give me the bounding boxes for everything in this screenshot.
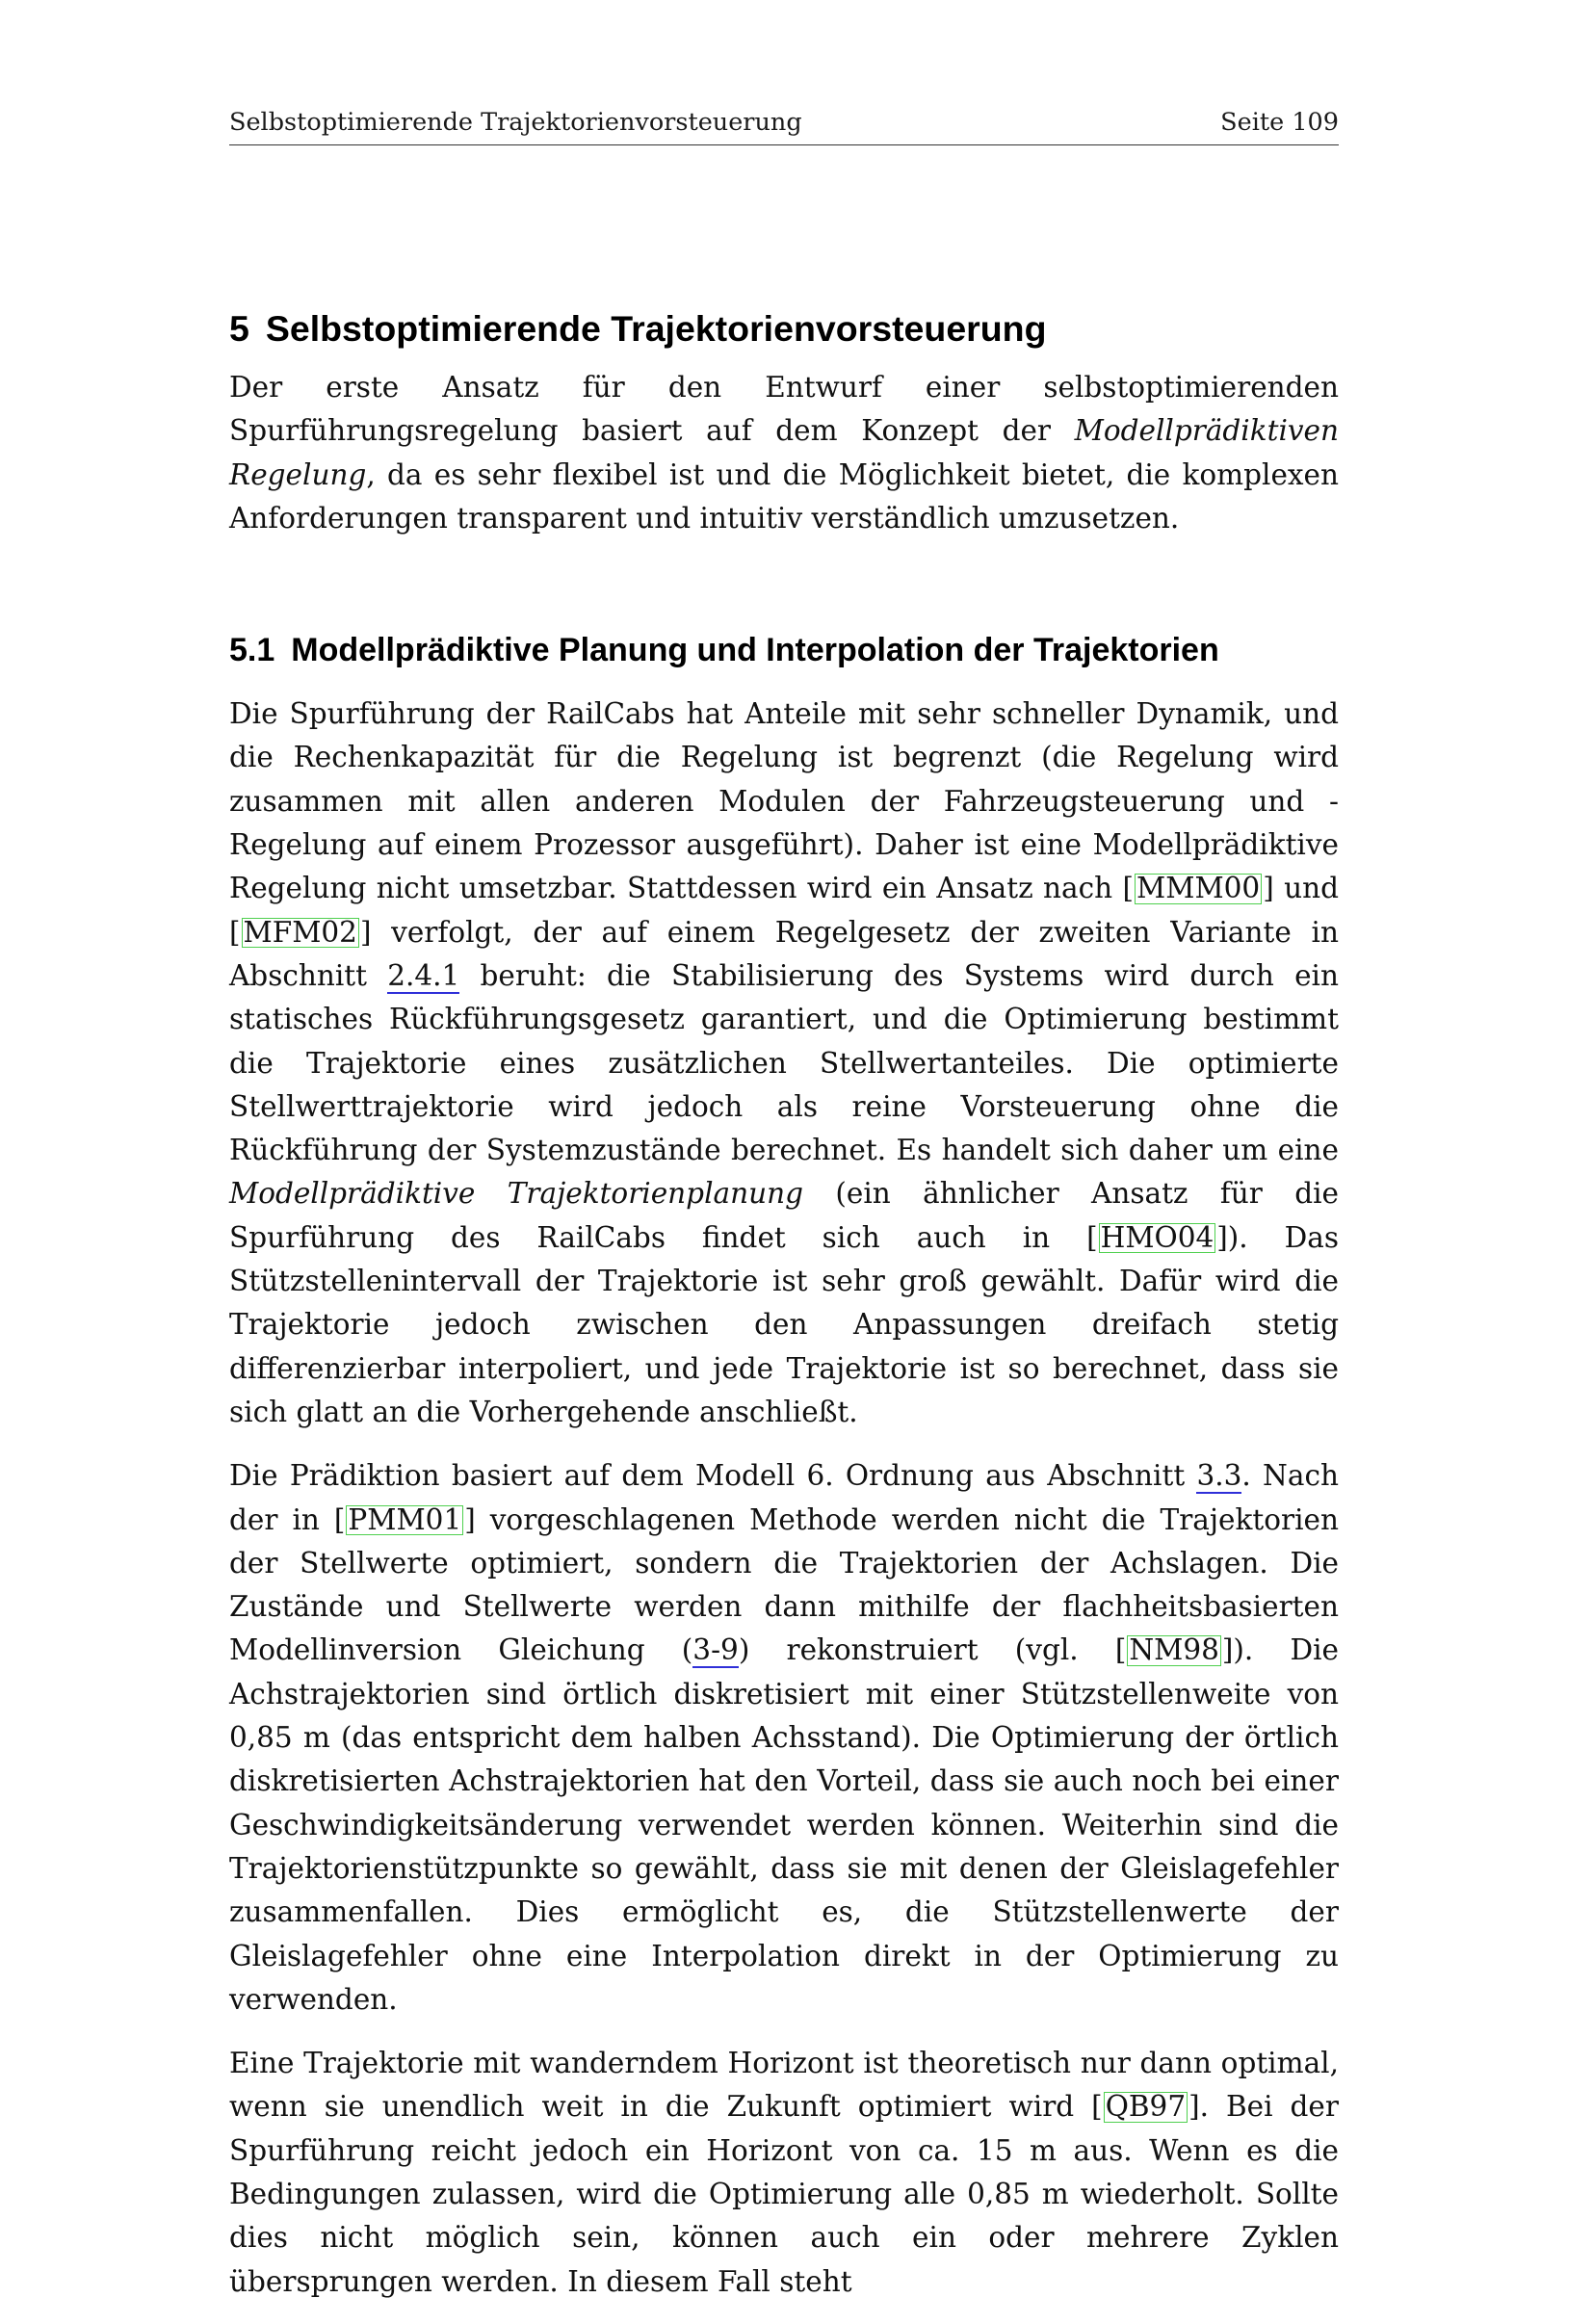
chapter-heading <box>229 306 1339 351</box>
text-run: . Nach der in <box>229 1459 1339 1536</box>
paragraph-1: Die Spurführung der RailCabs hat Anteile mit sehr schneller Dynamik, und die Rechenkapazität für die Regelung ist begrenzt (die Regelung wird zusammen mit allen anderen Modulen der Fahrzeugsteuerung und -Regelung auf einem Prozessor ausgeführt). Daher ist eine Modellprädiktive Regelung nicht umsetzbar. Stattdessen wird ein Ansatz nach [ MMM00 ] und [ MFM02 ] verfolgt, der auf einem Regelgesetz der zweiten Variante in Abschnitt 2.4.1 beruht: die Stabilisierung des Systems wird durch ein statisches Rückführungsgesetz garantiert, und die Optimierung bestimmt die Trajektorie eines zusätzlichen Stellwertanteiles. Die optimierte Stellwerttrajektorie wird jedoch als reine Vorsteuerung ohne die Rückführung der Systemzustände berechnet. Es handelt sich daher um eine Modellprädiktive Trajektorienplanung (ein ähnlicher Ansatz für die Spurführung des RailCabs findet sich auch in [ HMO04 ]). Das Stützstellenintervall der Trajektorie ist sehr groß gewählt. Dafür wird die Trajektorie jedoch zwischen den Anpassungen dreifach stetig differenzierbar interpoliert, und jede Trajektorie ist so berechnet, dass sie sich glatt an die Vorhergehende anschließt. <box>229 697 1340 1428</box>
text-run: ). Die Achstrajektorien sind örtlich diskretisiert mit einer Stützstellenweite von 0,85 m (das entspricht dem halben Achsstand). Die Optimierung der örtlich diskretisierten Achstrajektorien hat den Vorteil, dass sie auch noch bei einer Geschwindigkeitsänderung verwendet werden können. Weiterhin sind die Trajektorienstützpunkte so gewählt, dass sie mit denen der Gleislagefehler zusammenfallen. Dies ermöglicht es, die Stützstellenwerte der Gleislagefehler ohne eine Interpolation direkt in der Optimierung zu verwenden. <box>229 1633 1339 2016</box>
running-header <box>229 108 1339 145</box>
text-run: , da es sehr flexibel ist und die Möglichkeit bietet, die komplexen Anforderungen transparent und intuitiv verständlich umzusetzen. <box>229 457 1339 535</box>
intro-paragraph <box>229 366 1339 540</box>
section-reference-link[interactable]: 2.4.1 <box>387 958 460 992</box>
text-run: ). Das Stützstellenintervall der Trajektorie ist sehr groß gewählt. Dafür wird die Trajektorie jedoch zwischen den Anpassungen dreifach stetig differenzierbar interpoliert, und jede Trajektorie ist so berechnet, dass sie sich glatt an die Vorhergehende anschließt. <box>229 1220 1339 1428</box>
text-run: und <box>1273 872 1339 905</box>
text-run: ) rekonstruiert (vgl. <box>738 1633 1115 1667</box>
text-run: beruht: die Stabilisierung des Systems wird durch ein statisches Rückführungsgesetz garantiert, und die Optimierung bestimmt die Trajektorie eines zusätzlichen Stellwertanteiles. Die optimierte Stellwerttrajektorie wird jedoch als reine Vorsteuerung ohne die Rückführung der Systemzustände berechnet. Es handelt sich daher um eine <box>229 958 1339 1167</box>
text-run: (ein ähnlicher Ansatz für die Spurführung des RailCabs findet sich auch in <box>229 1177 1340 1254</box>
text-run: Eine Trajektorie mit wanderndem Horizont ist theoretisch nur dann optimal, wenn sie unendlich weit in die Zukunft optimiert wird <box>229 2047 1339 2124</box>
emphasis: Modellprädiktiven Regelung <box>229 414 1339 491</box>
citation-link[interactable]: PMM01 <box>348 1502 462 1536</box>
main-content <box>229 306 1339 2324</box>
text-run: Die Spurführung der RailCabs hat Anteile mit sehr schneller Dynamik, und die Rechenkapazität für die Regelung ist begrenzt (die Regelung wird zusammen mit allen anderen Modulen der Fahrzeugsteuerung und -Regelung auf einem Prozessor ausgeführt). Daher ist eine Modellprädiktive Regelung nicht umsetzbar. Stattdessen wird ein Ansatz nach <box>229 697 1339 905</box>
header-title: Selbstoptimierende Trajektorienvorsteuerung <box>229 108 802 137</box>
text-run: vorgeschlagenen Methode werden nicht die Trajektorien der Stellwerte optimiert, sondern die Trajektorien der Achslagen. Die Zustände und Stellwerte werden dann mithilfe der flachheitsbasierten Modellinversion Gleichung ( <box>229 1502 1339 1667</box>
paragraph-2: Die Prädiktion basiert auf dem Modell 6. Ordnung aus Abschnitt 3.3. Nach der in [ PMM01 ] vorgeschlagenen Methode werden nicht die Trajektorien der Stellwerte optimiert, sondern die Trajektorien der Achslagen. Die Zustände und Stellwerte werden dann mithilfe der flachheitsbasierten Modellinversion Gleichung (3-9) rekonstruiert (vgl. [ NM98 ]). Die Achstrajektorien sind örtlich diskretisiert mit einer Stützstellenweite von 0,85 m (das entspricht dem halben Achsstand). Die Optimierung der örtlich diskretisierten Achstrajektorien hat den Vorteil, dass sie auch noch bei einer Geschwindigkeitsänderung verwendet werden können. Weiterhin sind die Trajektorienstützpunkte so gewählt, dass sie mit denen der Gleislagefehler zusammenfallen. Dies ermöglicht es, die Stützstellenwerte der Gleislagefehler ohne eine Interpolation direkt in der Optimierung zu verwenden. <box>229 1459 1339 2016</box>
citation-link[interactable]: NM98 <box>1129 1633 1219 1667</box>
section-reference-link[interactable]: 3.3 <box>1196 1459 1242 1493</box>
citation-link[interactable]: HMO04 <box>1100 1220 1214 1254</box>
paragraph-3: Eine Trajektorie mit wanderndem Horizont ist theoretisch nur dann optimal, wenn sie unendlich weit in die Zukunft optimiert wird [ QB97 ]. Bei der Spurführung reicht jedoch ein Horizont von ca. 15 m aus. Wenn es die Bedingungen zulassen, wird die Optimierung alle 0,85 m wiederholt. Sollte dies nicht möglich sein, können auch ein oder mehrere Zyklen übersprungen werden. In diesem Fall steht <box>229 2047 1339 2298</box>
text-run: Die Prädiktion basiert auf dem Modell 6. Ordnung aus Abschnitt <box>229 1459 1197 1493</box>
text-run: verfolgt, der auf einem Regelgesetz der zweiten Variante in Abschnitt <box>229 915 1339 992</box>
equation-reference-link[interactable]: 3-9 <box>692 1633 739 1667</box>
section-heading <box>229 629 1339 671</box>
citation-link[interactable]: MMM00 <box>1136 872 1261 905</box>
page-number: Seite 109 <box>1220 108 1339 137</box>
text-run: . Bei der Spurführung reicht jedoch ein Horizont von ca. 15 m aus. Wenn es die Bedingungen zulassen, wird die Optimierung alle 0,85 m wiederholt. Sollte dies nicht möglich sein, können auch ein oder mehrere Zyklen übersprungen werden. In diesem Fall steht <box>229 2090 1339 2298</box>
citation-link[interactable]: MFM02 <box>243 915 357 949</box>
section-number: 5.1 <box>229 632 275 669</box>
chapter-number: 5 <box>229 308 249 349</box>
text-run: Der erste Ansatz für den Entwurf einer selbstoptimierenden Spurführungsregelung basiert auf dem Konzept der <box>229 371 1339 448</box>
section-title: Modellprädiktive Planung und Interpolation der Trajektorien <box>291 632 1219 669</box>
citation-link[interactable]: QB97 <box>1105 2090 1187 2124</box>
chapter-title: Selbstoptimierende Trajektorienvorsteuerung <box>265 308 1047 349</box>
emphasis: Modellprädiktive Trajektorienplanung <box>229 1177 803 1211</box>
